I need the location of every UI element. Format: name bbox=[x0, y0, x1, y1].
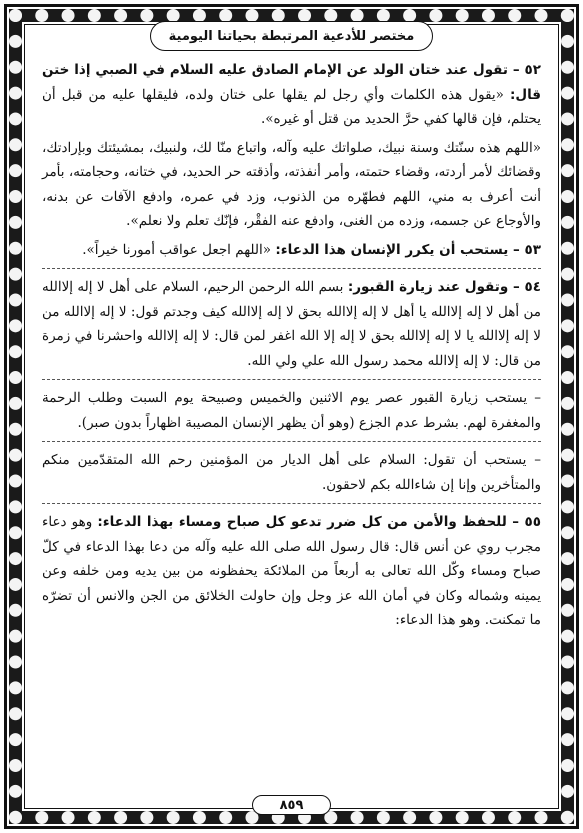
section-text: «اللهم هذه سنّتك وسنة نبيك، صلواتك عليه وآله، واتباع منّا لك، ولنبيك، بمشيئتك وبإرادتك، وقضائك لأمر أردته، وقضاء حتمته، وأمر أنفذته، وأذقته حر الحديد، في ختانه، وحجامته، بأمر أنت أعرف به مني، اللهم فطهّره من الذنوب، وزد في عمره، وادفع الآفات عن بدنه، والأوجاع عن جسمه، وزده من الغنى، وادفع عنه الفقْر، فإنّك تعلم ولا نعلم». bbox=[42, 139, 541, 229]
divider bbox=[42, 379, 541, 380]
divider bbox=[42, 441, 541, 442]
section-text: – يستحب أن تقول: السلام على أهل الديار من المؤمنين رحم الله المتقدّمين منكم والمتأخرين وإنا إن شاءالله بكم لاحقون. bbox=[42, 452, 541, 493]
section-text: «اللهم اجعل عواقب أمورنا خيراً». bbox=[82, 241, 272, 258]
page-body bbox=[42, 58, 541, 637]
divider bbox=[42, 503, 541, 504]
running-header-title: مختصر للأدعية المرتبطة بحياتنا اليومية bbox=[168, 28, 415, 44]
section-text: وهو دعاء مجرب روي عن أنس قال: قال رسول الله صلى الله عليه وآله من دعا بهذا الدعاء في كلّ صباح ومساء وكّل الله تعالى به أربعاً من الملائكة يحفظونه من بين يديه ومن خلفه وعن يمينه وشماله وكان في أمان الله عز وجل وإن حاولت الخلائق من الجن والانس أن تضرّه ما تمكنت. وهو هذا الدعاء: bbox=[42, 514, 541, 628]
section-54-note-1 bbox=[42, 386, 541, 435]
section-heading: ٥٥ – للحفظ والأمن من كل ضرر تدعو كل صباح ومساء بهذا الدعاء: bbox=[97, 514, 541, 530]
section-heading: ٥٢ – تقول عند ختان الولد عن الإمام الصادق عليه السلام في الصبي إذا ختن قال: bbox=[42, 62, 541, 103]
section-text: – يستحب زيارة القبور عصر يوم الاثنين والخميس وصبيحة يوم السبت وطلب الرحمة والمغفرة لهم. بشرط عدم الجزع (وهو أن يظهر الإنسان المصيبة اظهاراً بدون صبر). bbox=[42, 390, 541, 431]
section-heading: ٥٣ – يستحب أن يكرر الإنسان هذا الدعاء: bbox=[275, 241, 541, 258]
running-header bbox=[150, 21, 433, 51]
section-54 bbox=[42, 275, 541, 373]
section-55 bbox=[42, 510, 541, 633]
section-52 bbox=[42, 58, 541, 132]
section-heading: ٥٤ – وتقول عند زيارة القبور: bbox=[347, 279, 542, 295]
page-number-text: ٨٥٩ bbox=[279, 797, 304, 813]
section-53 bbox=[42, 238, 541, 263]
page-number bbox=[252, 795, 331, 815]
section-text: «يقول هذه الكلمات وأي رجل لم يقلها على ختان ولده، فليقلها عليه من قبل أن يحتلم، فإن قالها كفي حرَّ الحديد من قتل أو غيره». bbox=[42, 86, 541, 127]
divider bbox=[42, 268, 541, 269]
section-52-prayer bbox=[42, 136, 541, 234]
section-54-note-2 bbox=[42, 448, 541, 497]
section-text: بسم الله الرحمن الرحيم، السلام على أهل لا إله إلاالله من أهل لا إله إلاالله يا أهل لا إله إلاالله بحق لا إله إلاالله كيف وجدتم قول: لا إله إلاالله من لا إله إلاالله يا لا إله إلاالله بحق لا إله إلا الله اغفر لمن قال: لا إله إلاالله واحشرنا في زمرة من قال: لا إله إلاالله محمد رسول الله علي ولي الله. bbox=[42, 279, 541, 369]
